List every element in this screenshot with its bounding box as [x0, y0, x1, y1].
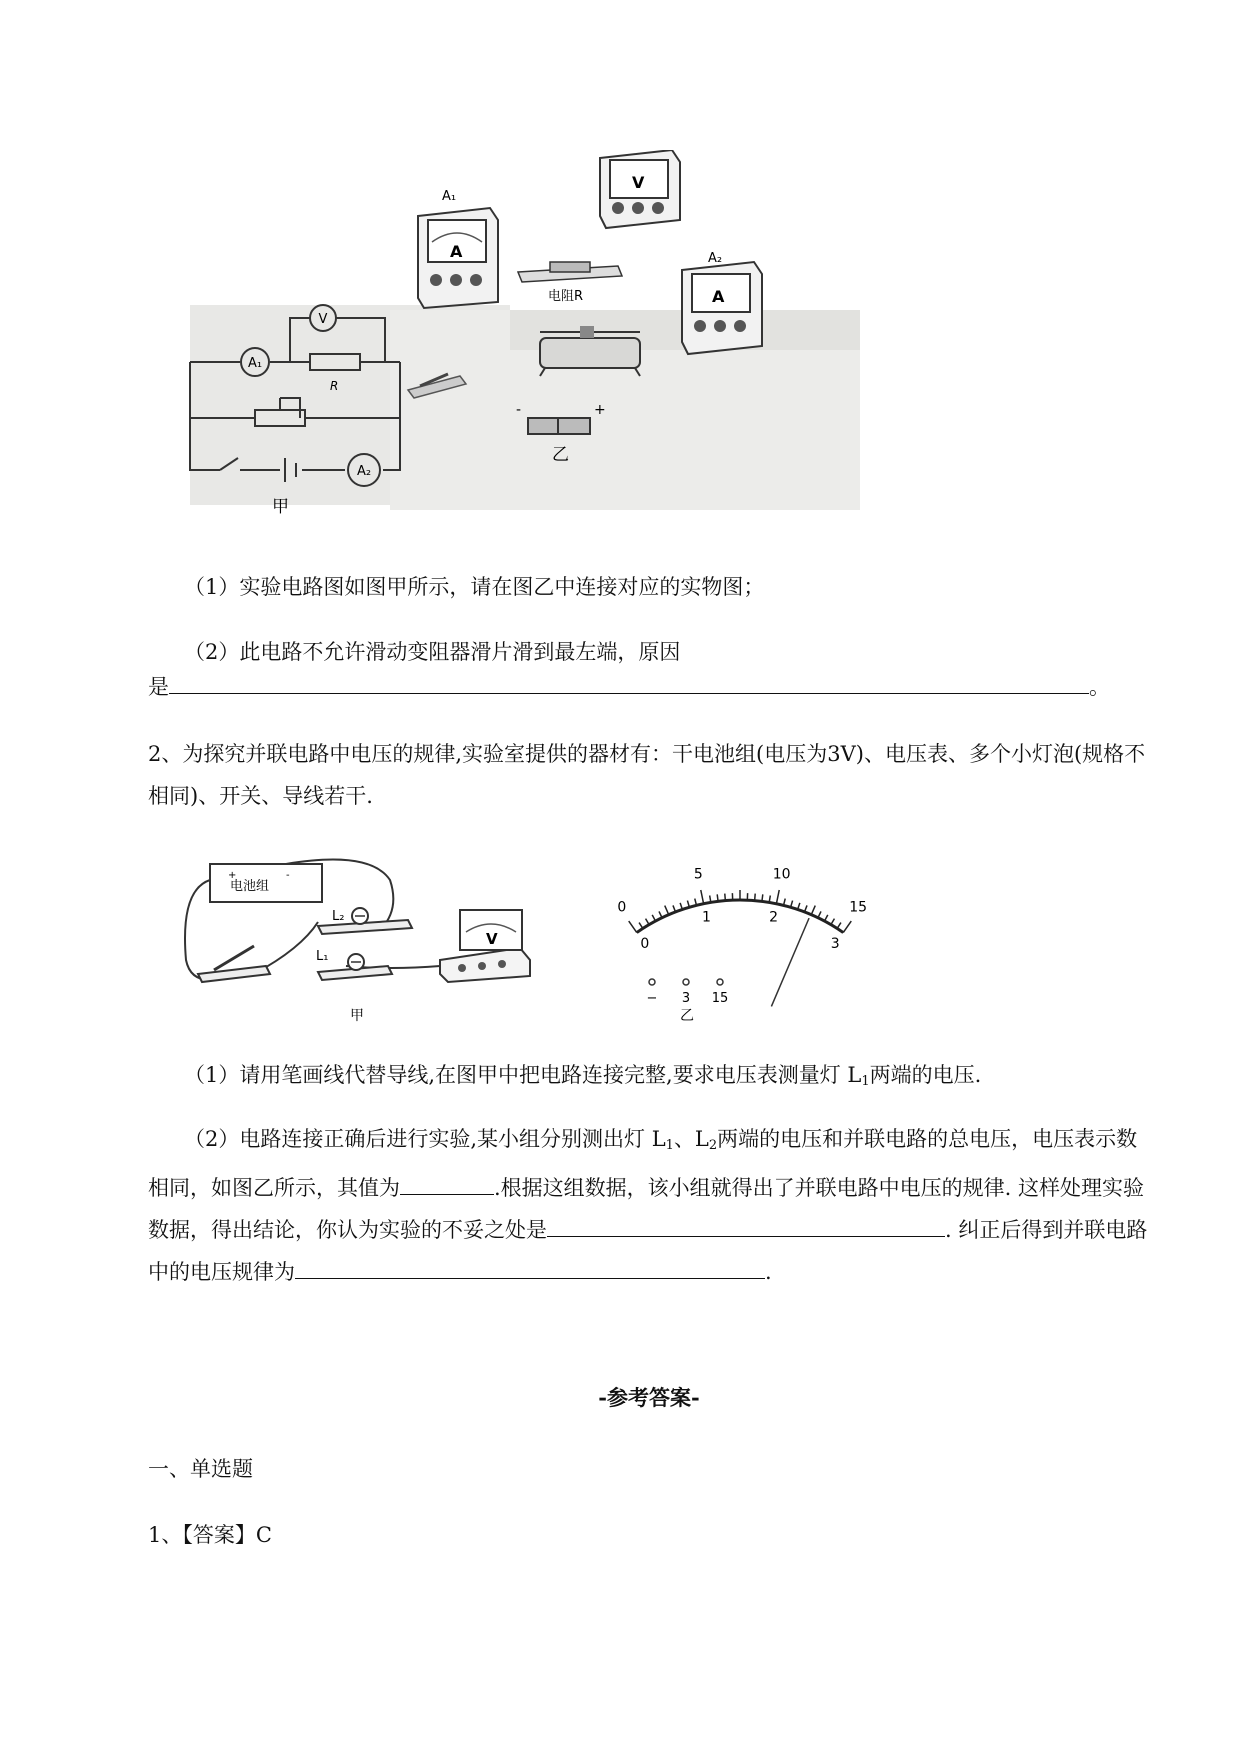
q2-sub2-sub-1: 1 — [665, 1138, 674, 1153]
circuit-a2-label: A₂ — [356, 464, 372, 479]
q2-sub1 — [148, 1054, 1150, 1103]
dial-tick — [811, 906, 815, 915]
dial-arc — [637, 900, 843, 933]
dial-tick — [725, 894, 726, 901]
ammeter-a1-face: A — [450, 242, 463, 261]
battery-plus-label: + — [594, 402, 606, 418]
dial-bottom-label: 2 — [769, 909, 779, 926]
battery-minus-label: - — [516, 402, 522, 418]
dial-tick — [629, 921, 637, 932]
circuit-v-label: V — [318, 312, 328, 327]
voltmeter-2-terminal-1 — [458, 964, 466, 972]
dial-bottom-label: 1 — [701, 909, 711, 926]
answers-item-1: 1、【答案】C — [148, 1523, 272, 1547]
dial-terminal — [717, 979, 723, 985]
battery-plus-terminal: + — [228, 870, 237, 881]
figure-1-label-yi: 乙 — [552, 445, 569, 465]
q1-answer-blank[interactable] — [169, 667, 1089, 694]
bulb-l1-label: L₁ — [316, 949, 329, 964]
q2-flaw-blank[interactable] — [547, 1210, 945, 1237]
q1-sub2-line2 — [148, 666, 1150, 708]
q2-sub1-suffix: 两端的电压. — [869, 1063, 982, 1087]
voltmeter-2-face: V — [486, 930, 498, 948]
dial-bottom-label: 3 — [830, 936, 840, 953]
q2-sub2-text-2: 、L — [673, 1127, 709, 1151]
ammeter-a2-icon — [682, 262, 762, 354]
q1-sub2-suffix: 。 — [1089, 675, 1110, 699]
switch-2-icon — [214, 946, 254, 970]
battery-icon — [528, 418, 590, 434]
dial-terminal-label: − — [646, 991, 658, 1006]
dial-top-label: 0 — [617, 899, 627, 916]
dial-top-label: 15 — [849, 899, 868, 916]
dial-tick — [831, 919, 835, 925]
dial-tick — [825, 915, 828, 921]
q2-value-blank[interactable] — [400, 1168, 494, 1195]
bulb-l2-icon — [352, 908, 368, 924]
q2-stem: 2、为探究并联电路中电压的规律,实验室提供的器材有：干电池组(电压为3V)、电压表、多个小灯泡(规格不相同)、开关、导线若干. — [148, 742, 1146, 808]
voltmeter-2-terminal-3 — [498, 960, 506, 968]
figure-2 — [180, 850, 920, 1030]
battery-group-label: 电池组 — [230, 879, 270, 894]
dial-tick — [776, 890, 779, 904]
q2-sub1-prefix: （1）请用笔画线代替导线,在图甲中把电路连接完整,要求电压表测量灯 L — [184, 1063, 862, 1087]
q1-sub1: （1）实验电路图如图甲所示，请在图乙中连接对应的实物图； — [184, 575, 765, 599]
dial-terminal — [683, 979, 689, 985]
answers-title: -参考答案- — [598, 1385, 700, 1410]
answers-section: 一、单选题 — [148, 1457, 253, 1481]
ammeter-a2-tag: A₂ — [708, 251, 723, 266]
q2-sub2-text-6: . — [765, 1260, 772, 1284]
dial-tick — [762, 894, 763, 901]
figure-1-label-jia: 甲 — [272, 497, 289, 517]
voltmeter-dial — [617, 866, 867, 1006]
dial-tick — [837, 923, 841, 929]
q1-sub2-prefix: 是 — [148, 675, 169, 699]
resistor-icon — [518, 262, 622, 282]
resistor-label: 电阻R — [548, 289, 584, 304]
bulb-l1-icon — [348, 954, 364, 970]
q2-sub2-text-4: .根据这组数据，该小组就得出了并联电路中电压的规律. 这样处理实验数据，得出结论，你认为实验的不妥之处是 — [148, 1176, 1145, 1242]
dial-bottom-label: 0 — [640, 936, 650, 953]
dial-tick — [755, 894, 756, 901]
dial-terminal-label: 3 — [681, 991, 691, 1006]
q2-sub2-text-3: 两端的电压和并联电路的总电压，电压表示数相同，如图乙所示，其值为 — [148, 1127, 1138, 1200]
dial-tick — [843, 921, 851, 932]
circuit-r-label: R — [330, 379, 339, 393]
q1-sub2-line1: （2）此电路不允许滑动变阻器滑片滑到最左端，原因 — [184, 640, 681, 664]
figure-2-label-yi: 乙 — [680, 1008, 694, 1024]
q2-sub2-text-5: . 纠正后得到并联电路中的电压规律为 — [148, 1218, 1148, 1284]
q2-sub2-text-1: （2）电路连接正确后进行实验,某小组分别测出灯 L — [184, 1127, 666, 1151]
bulb-l2-label: L₂ — [332, 909, 345, 924]
dial-tick — [665, 906, 669, 915]
q2-sub2 — [148, 1118, 1150, 1293]
q2-sub2-sub-2: 2 — [708, 1138, 718, 1153]
dial-terminal — [649, 979, 655, 985]
voltmeter-2-terminal-2 — [478, 962, 486, 970]
figure-1-drawing — [160, 150, 860, 522]
figure-2-drawing — [180, 850, 920, 1030]
q2-sub1-subscript: 1 — [861, 1074, 870, 1089]
dial-tick — [652, 915, 655, 921]
dial-terminal-label: 15 — [711, 991, 729, 1006]
dial-tick — [646, 919, 650, 925]
circuit-a1-label: A₁ — [247, 356, 263, 371]
figure-1 — [160, 150, 860, 522]
ammeter-a2-face: A — [712, 287, 725, 306]
q2-rule-blank[interactable] — [295, 1252, 765, 1279]
dial-top-label: 5 — [693, 866, 703, 883]
figure-2-label-jia: 甲 — [350, 1008, 364, 1024]
dial-tick — [717, 894, 718, 901]
dial-top-label: 10 — [772, 866, 791, 883]
dial-tick — [639, 923, 643, 929]
dial-pointer — [771, 918, 809, 1006]
dial-tick — [701, 890, 704, 904]
voltmeter-face: V — [632, 173, 645, 192]
battery-minus-terminal: - — [286, 870, 290, 881]
ammeter-a1-tag: A₁ — [442, 189, 457, 204]
